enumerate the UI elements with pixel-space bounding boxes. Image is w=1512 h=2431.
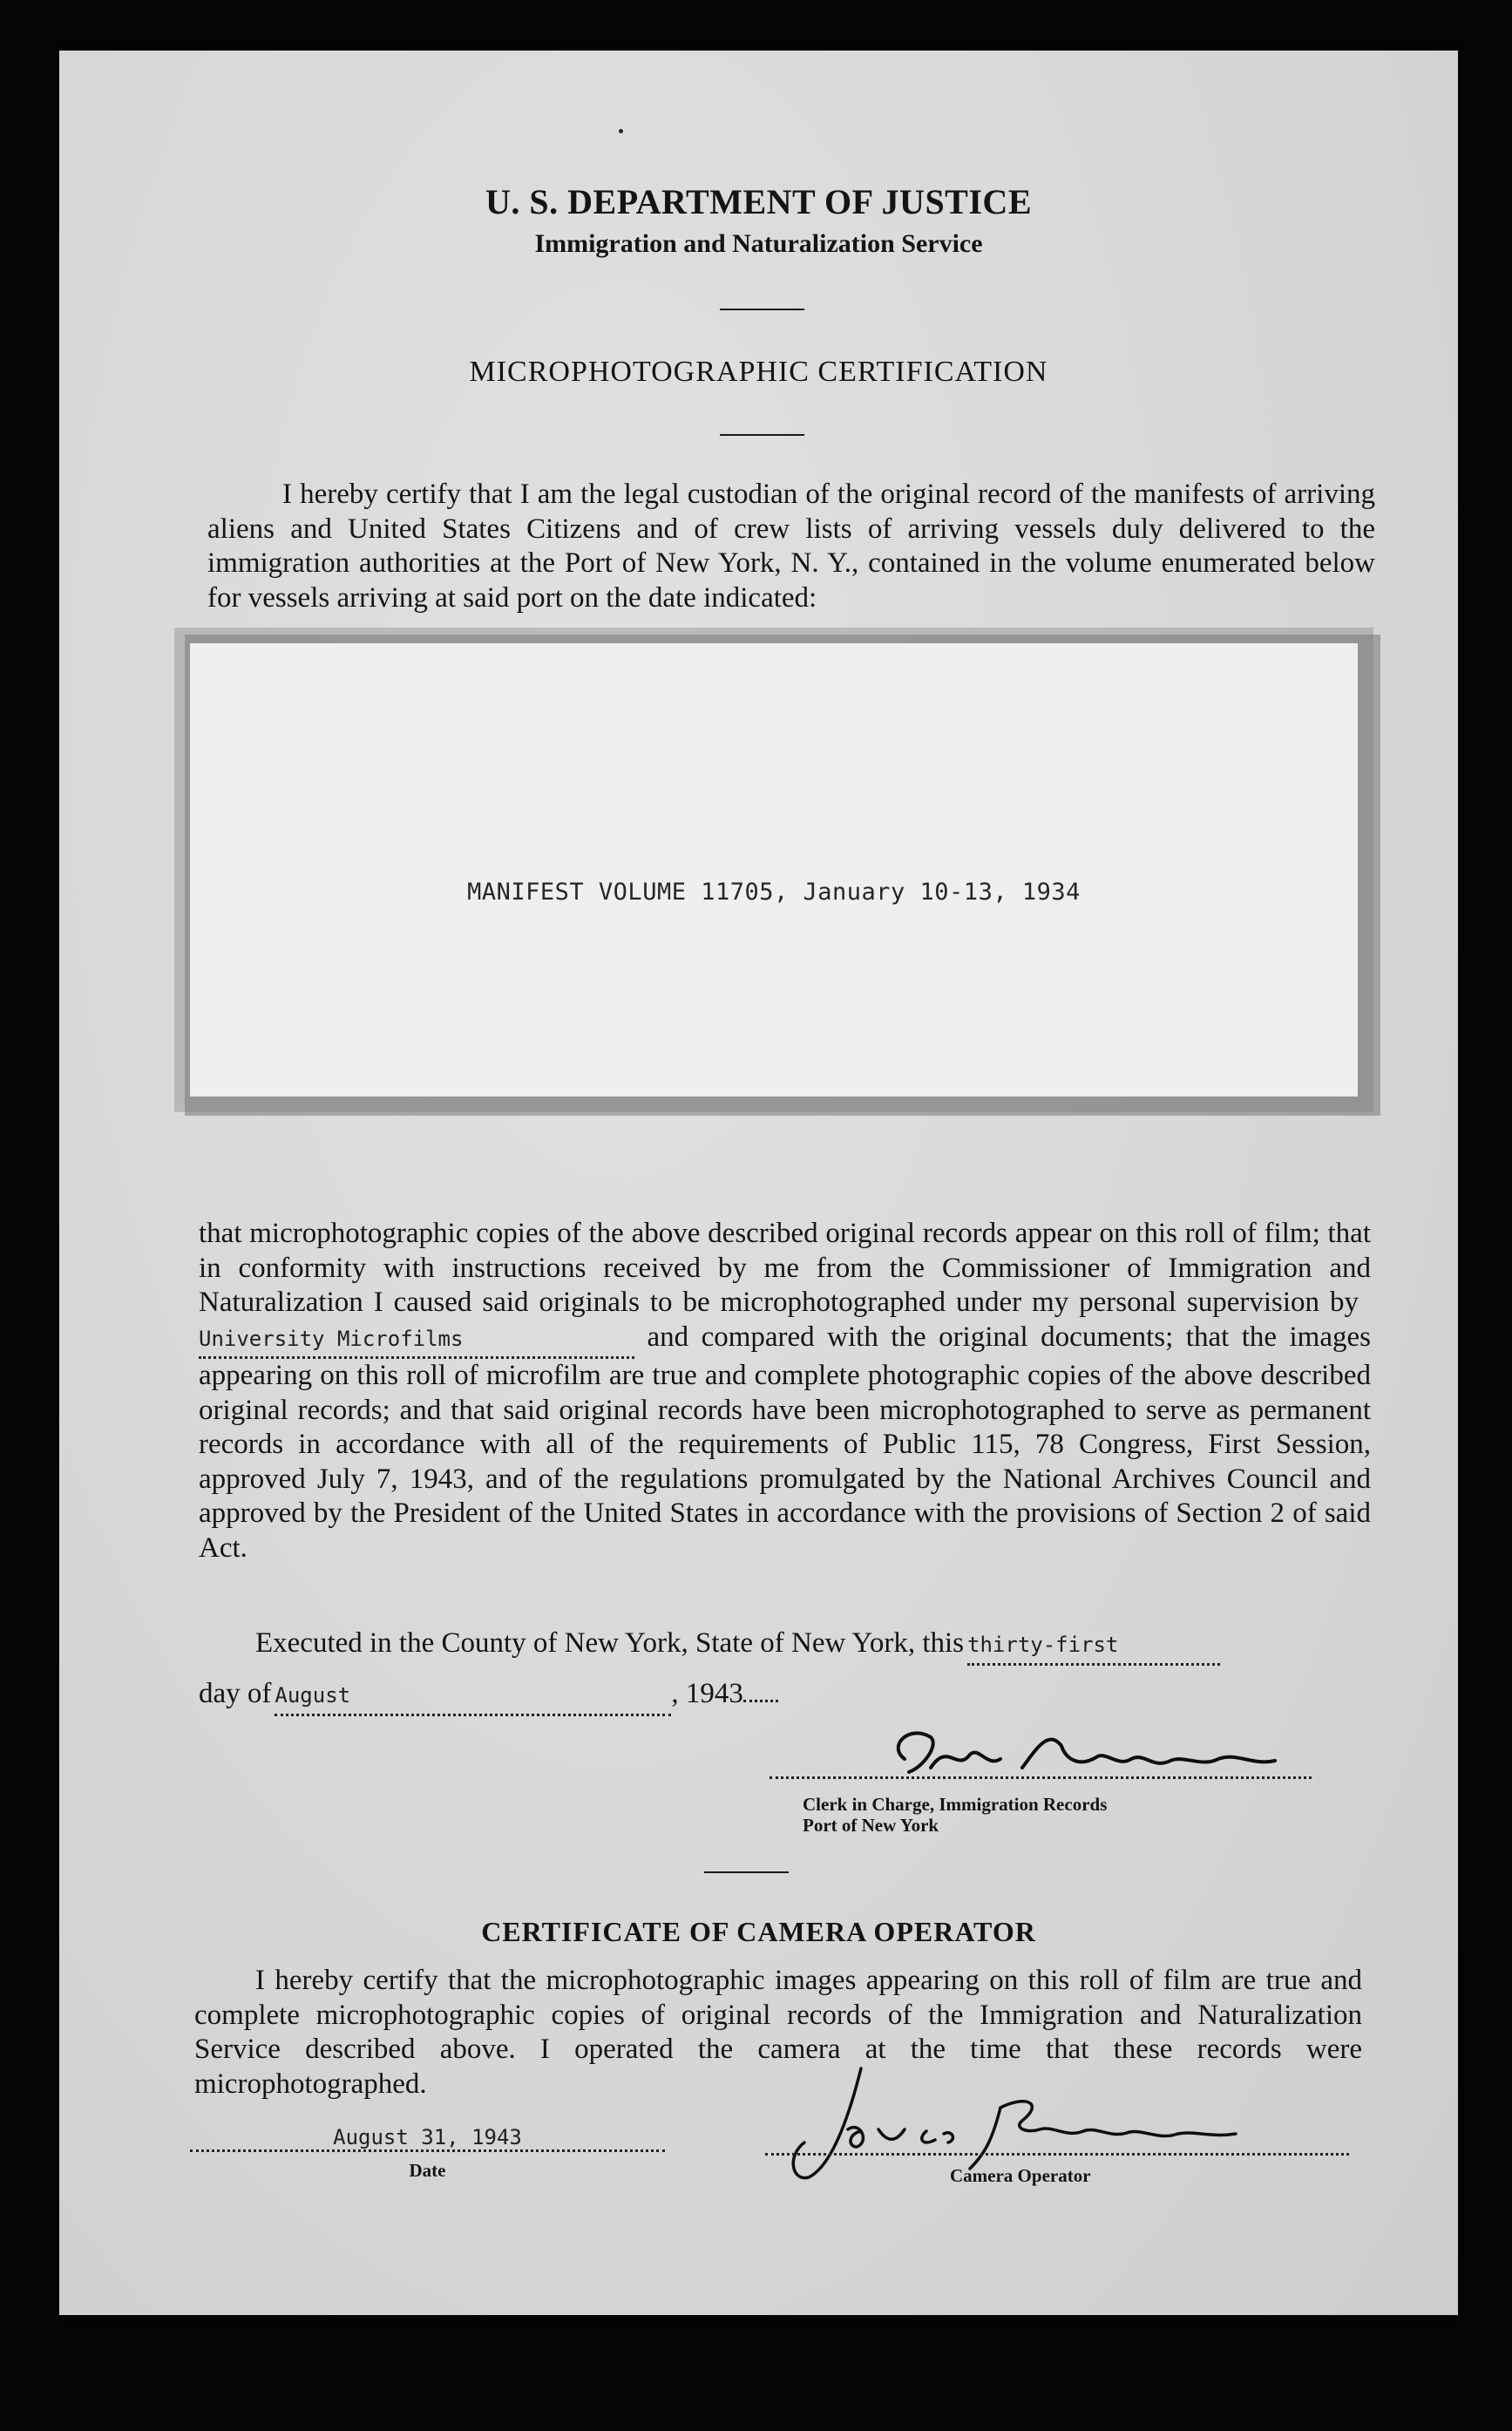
clerk-title-line2: Port of New York <box>803 1815 939 1836</box>
clerk-signature-line <box>770 1776 1312 1779</box>
clerk-signature-image <box>870 1707 1358 1803</box>
custodian-statement: I hereby certify that I am the legal custodian of the original record of the manifests of arriving aliens and United States Citizens and of crew lists of arriving vessels duly delivered to the immigration authorities at the Port of New York, N. Y., contained in the volume enumerated below for vessels arriving at said port on the date indicated: <box>207 479 1375 614</box>
camera-operator-label: Camera Operator <box>950 2165 1091 2186</box>
manifest-volume-card <box>190 643 1358 1097</box>
month-field: August <box>275 1679 671 1716</box>
year-dots <box>743 1700 778 1702</box>
clerk-title-line1: Clerk in Charge, Immigration Records <box>803 1794 1108 1815</box>
clerk-title <box>803 1794 1107 1836</box>
certification-body-part1: that microphotographic copies of the above described original records appear on this roll of film; that in conformity with instructions received by me from the Commissioner of Immigration and Naturalization I caused said originals to be microphotographed under my personal supervision by <box>199 1218 1371 1318</box>
camera-certificate-text: I hereby certify that the microphotographic images appearing on this roll of film are true and complete microphotographic copies of original records of the Immigration and Naturalization Service described above. I operated the camera at the time that these records were microphotographed. <box>194 1965 1362 2100</box>
execution-prefix: Executed in the County of New York, State of New York, this <box>255 1627 965 1659</box>
certification-body <box>199 1217 1371 1565</box>
camera-certificate-title: CERTIFICATE OF CAMERA OPERATOR <box>481 1916 1036 1947</box>
execution-day-field: thirty-first <box>967 1628 1220 1666</box>
manifest-volume-text: MANIFEST VOLUME 11705, January 10-13, 1934 <box>467 879 1081 906</box>
camera-operator-signature-line <box>765 2153 1349 2156</box>
day-of-label: day of <box>199 1678 272 1709</box>
supervisor-field: University Microfilms <box>199 1322 634 1360</box>
speck-mark <box>619 129 623 133</box>
certification-body-part2: and compared with the original documents; that the images appearing on this roll of microfilm are true and complete photographic copies of the above described original records; and that said original records have been microphotographed to serve as permanent records in accordance with all of the requirements of Public 115, 78 Congress, First Session, approved July 7, 1943, and of the regulations promulgated by the National Archives Council and approved by the President of the United States in accordance with the provisions of Section 2 of said Act. <box>199 1321 1371 1564</box>
divider-bottom <box>704 1871 789 1873</box>
execution-line <box>255 1626 1380 1666</box>
divider-top <box>720 309 804 310</box>
department-title: U. S. DEPARTMENT OF JUSTICE <box>485 182 1032 221</box>
year-text: , 1943 <box>671 1678 743 1709</box>
camera-date-field: August 31, 1943 <box>190 2125 665 2152</box>
certificate-page <box>59 51 1458 2315</box>
certification-title: MICROPHOTOGRAPHIC CERTIFICATION <box>469 356 1048 388</box>
service-subtitle: Immigration and Naturalization Service <box>534 229 983 258</box>
camera-date-label: Date <box>409 2160 446 2181</box>
divider-middle <box>720 434 804 436</box>
